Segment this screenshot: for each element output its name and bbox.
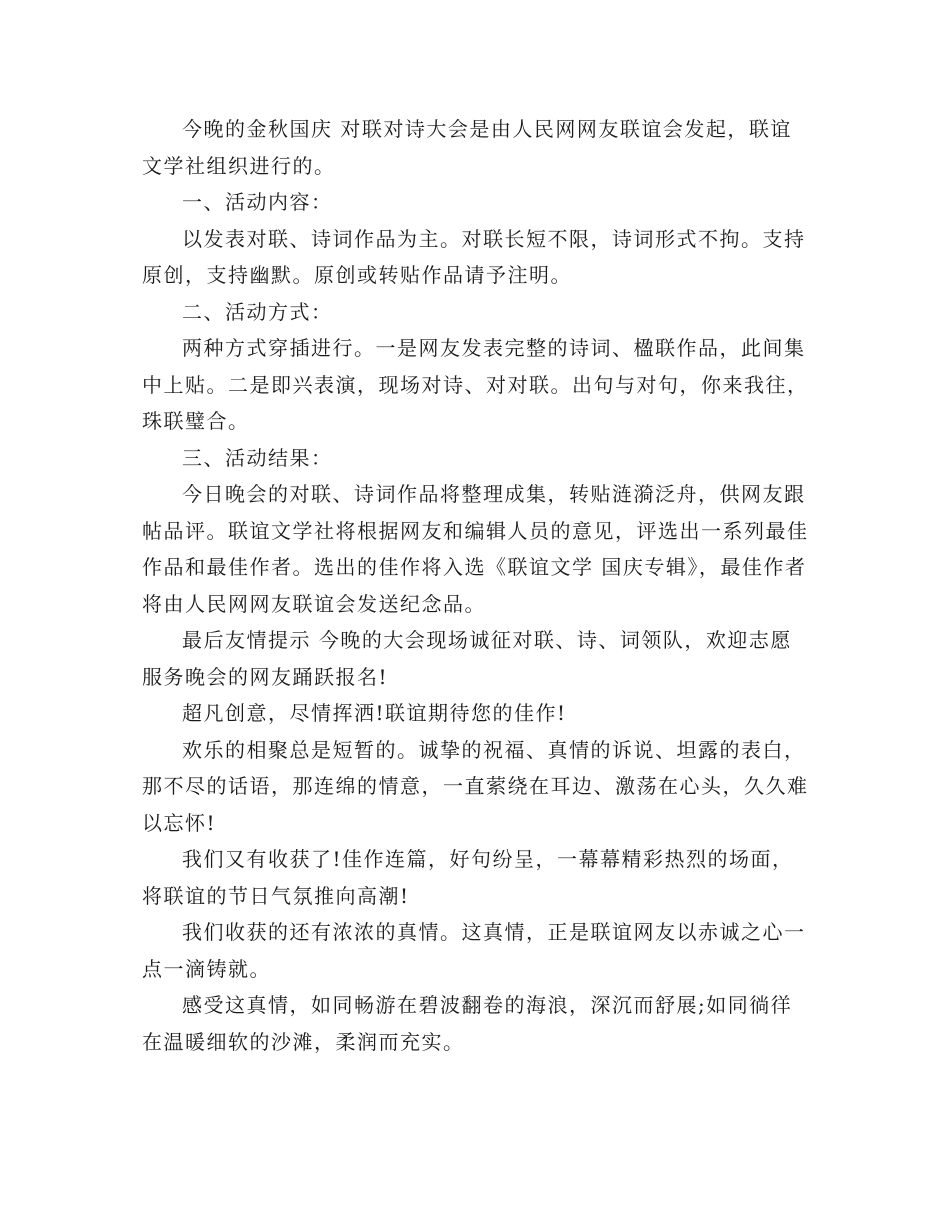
section-heading-activity-content: 一、活动内容： <box>182 190 333 214</box>
activity-result-paragraph: 今日晚会的对联、诗词作品将整理成集，转贴涟漪泛舟，供网友跟帖品评。联谊文学社将根据网友和编辑人员的意见，评选出一系列最佳作品和最佳作者。选出的佳作将入选《联谊文学 国庆专辑》，最佳作者将由人民网网友联谊会发送纪念品。 <box>142 482 809 616</box>
section-heading-activity-method: 二、活动方式： <box>182 299 333 324</box>
gathering-paragraph: 欢乐的相聚总是短暂的。诚挚的祝福、真情的诉说、坦露的表白，那不尽的话语，那连绵的情意，一直萦绕在耳边、激荡在心头，久久难以忘怀! <box>142 737 809 835</box>
sincerity-paragraph: 我们收获的还有浓浓的真情。这真情，正是联谊网友以赤诚之心一点一滴铸就。 <box>142 920 806 981</box>
section-heading-activity-result: 三、活动结果： <box>182 445 333 470</box>
intro-paragraph: 今晚的金秋国庆 对联对诗大会是由人民网网友联谊会发起，联谊文学社组织进行的。 <box>142 117 792 178</box>
closing-paragraph: 感受这真情，如同畅游在碧波翻卷的海浪，深沉而舒展;如同徜徉在温暖细软的沙滩，柔润而充实。 <box>142 993 793 1054</box>
slogan-paragraph: 超凡创意，尽情挥洒!联谊期待您的佳作! <box>182 701 567 725</box>
harvest-paragraph: 我们又有收获了!佳作连篇，好句纷呈，一幕幕精彩热烈的场面，将联谊的节日气氛推向高潮! <box>142 847 794 908</box>
document-body <box>142 111 812 1060</box>
activity-content-paragraph: 以发表对联、诗词作品为主。对联长短不限，诗词形式不拘。支持原创，支持幽默。原创或转贴作品请予注明。 <box>142 226 806 287</box>
activity-method-paragraph: 两种方式穿插进行。一是网友发表完整的诗词、楹联作品，此间集中上贴。二是即兴表演，现场对诗、对对联。出句与对句，你来我往，珠联璧合。 <box>142 336 809 433</box>
friendly-reminder-paragraph: 最后友情提示 今晚的大会现场诚征对联、诗、词领队，欢迎志愿服务晚会的网友踊跃报名! <box>142 628 792 689</box>
